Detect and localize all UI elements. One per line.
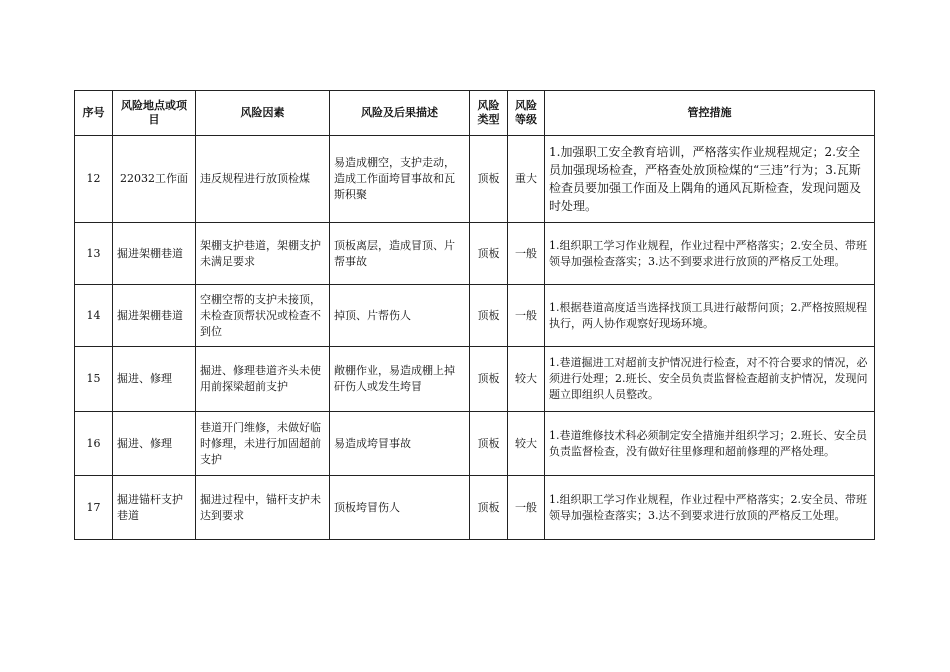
- header-row: [75, 91, 875, 136]
- cell-description: 顶板离层，造成冒顶、片帮事故: [330, 223, 470, 285]
- cell-seq: 14: [75, 285, 113, 347]
- cell-type: 顶板: [470, 476, 508, 540]
- cell-level: 一般: [508, 285, 545, 347]
- cell-location: 掘进、修理: [113, 347, 196, 412]
- cell-type: 顶板: [470, 285, 508, 347]
- cell-measures: 1.根据巷道高度适当选择找顶工具进行敲帮问顶；2.严格按照规程执行，两人协作观察好现场环境。: [545, 285, 875, 347]
- risk-control-table: [74, 90, 875, 540]
- cell-factor: 空棚空帮的支护未接顶，未检查顶帮状况或检查不到位: [196, 285, 330, 347]
- cell-measures: 1.巷道维修技术科必须制定安全措施并组织学习；2.班长、安全员负责监督检查，没有做好往里修理和超前修理的严格处理。: [545, 412, 875, 476]
- cell-location: 22032工作面: [113, 136, 196, 223]
- cell-measures: 1.组织职工学习作业规程，作业过程中严格落实；2.安全员、带班领导加强检查落实；3.达不到要求进行放顶的严格反工处理。: [545, 223, 875, 285]
- cell-level: 重大: [508, 136, 545, 223]
- cell-description: 易造成棚空，支护走动，造成工作面垮冒事故和瓦斯积聚: [330, 136, 470, 223]
- header-seq: 序号: [75, 91, 113, 136]
- table-row: [75, 136, 875, 223]
- cell-seq: 15: [75, 347, 113, 412]
- cell-description: 顶板垮冒伤人: [330, 476, 470, 540]
- table-row: [75, 412, 875, 476]
- cell-type: 顶板: [470, 347, 508, 412]
- cell-level: 一般: [508, 223, 545, 285]
- cell-factor: 违反规程进行放顶检煤: [196, 136, 330, 223]
- header-level: 风险等级: [508, 91, 545, 136]
- cell-location: 掘进架棚巷道: [113, 285, 196, 347]
- table-row: [75, 223, 875, 285]
- header-type: 风险类型: [470, 91, 508, 136]
- cell-description: 掉顶、片帮伤人: [330, 285, 470, 347]
- cell-level: 较大: [508, 347, 545, 412]
- table-row: [75, 285, 875, 347]
- cell-seq: 17: [75, 476, 113, 540]
- cell-level: 较大: [508, 412, 545, 476]
- header-location: 风险地点或项目: [113, 91, 196, 136]
- cell-factor: 架棚支护巷道，架棚支护未满足要求: [196, 223, 330, 285]
- cell-measures: 1.巷道掘进工对超前支护情况进行检查，对不符合要求的情况，必须进行处理；2.班长、安全员负责监督检查超前支护情况，发现问题立即组织人员整改。: [545, 347, 875, 412]
- header-description: 风险及后果描述: [330, 91, 470, 136]
- cell-level: 一般: [508, 476, 545, 540]
- cell-factor: 巷道开门维修，未做好临时修理，未进行加固超前支护: [196, 412, 330, 476]
- cell-measures: 1.组织职工学习作业规程，作业过程中严格落实；2.安全员、带班领导加强检查落实；3.达不到要求进行放顶的严格反工处理。: [545, 476, 875, 540]
- table-row: [75, 347, 875, 412]
- cell-type: 顶板: [470, 136, 508, 223]
- cell-factor: 掘进过程中，锚杆支护未达到要求: [196, 476, 330, 540]
- cell-factor: 掘进、修理巷道齐头未使用前探梁超前支护: [196, 347, 330, 412]
- cell-seq: 13: [75, 223, 113, 285]
- cell-location: 掘进架棚巷道: [113, 223, 196, 285]
- cell-description: 易造成垮冒事故: [330, 412, 470, 476]
- cell-seq: 16: [75, 412, 113, 476]
- header-factor: 风险因素: [196, 91, 330, 136]
- table-row: [75, 476, 875, 540]
- cell-location: 掘进锚杆支护巷道: [113, 476, 196, 540]
- cell-measures: 1.加强职工安全教育培训，严格落实作业规程规定；2.安全员加强现场检查，严格查处放顶检煤的“三违”行为；3.瓦斯检查员要加强工作面及上隅角的通风瓦斯检查，发现问题及时处理。: [545, 136, 875, 223]
- cell-type: 顶板: [470, 223, 508, 285]
- cell-description: 敞棚作业，易造成棚上掉矸伤人或发生垮冒: [330, 347, 470, 412]
- cell-location: 掘进、修理: [113, 412, 196, 476]
- header-measures: 管控措施: [545, 91, 875, 136]
- cell-seq: 12: [75, 136, 113, 223]
- cell-type: 顶板: [470, 412, 508, 476]
